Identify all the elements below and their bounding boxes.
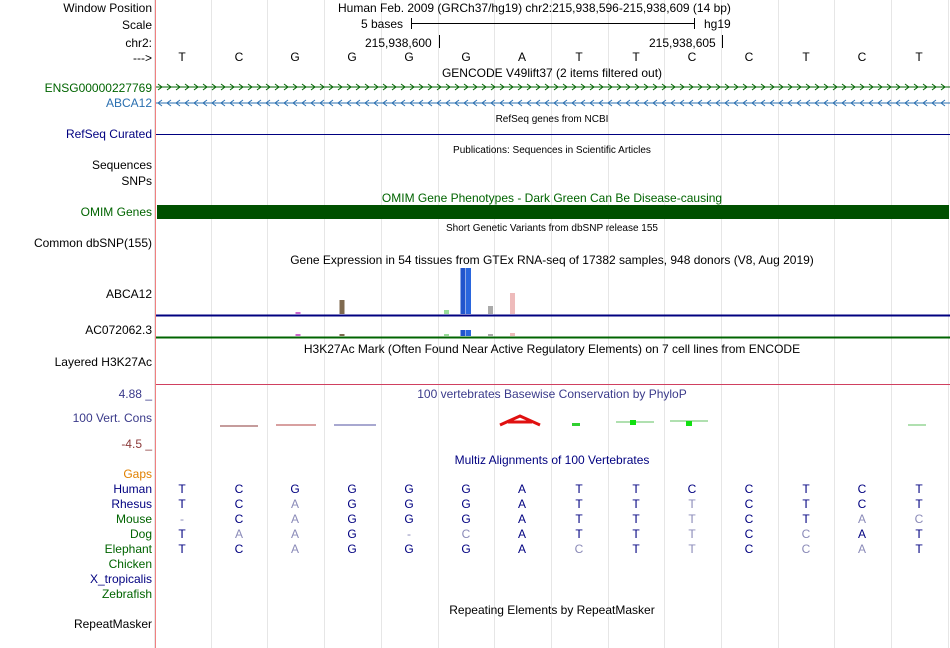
alignment-base: T (915, 542, 923, 556)
strand-label: ---> (133, 51, 152, 65)
alignment-base: A (290, 527, 299, 541)
dbsnp-label[interactable]: Common dbSNP(155) (33, 236, 152, 250)
alignment-base: T (688, 497, 696, 511)
alignment-base: G (347, 482, 357, 496)
alignment-base: A (517, 497, 526, 511)
reference-base: C (744, 50, 754, 64)
alignment-base: A (857, 542, 866, 556)
alignment-base: T (915, 497, 923, 511)
alignment-base: T (915, 482, 923, 496)
phylop-plot[interactable] (156, 400, 950, 430)
alignment-base: A (290, 512, 299, 526)
alignment-base: G (461, 497, 471, 511)
alignment-base: C (744, 527, 754, 541)
alignment-base: C (857, 482, 867, 496)
alignment-base: T (575, 527, 583, 541)
gtex-expression-plot[interactable] (156, 266, 950, 340)
refseq-title[interactable]: RefSeq genes from NCBI (495, 114, 609, 125)
gtex-gene-abca12[interactable]: ABCA12 (105, 287, 152, 301)
alignment-base: T (632, 497, 640, 511)
alignment-base: C (801, 542, 811, 556)
alignment-base: T (632, 512, 640, 526)
gtex-gene-ac072062[interactable]: AC072062.3 (85, 323, 152, 337)
alignment-base: C (234, 512, 244, 526)
position-right-tick (722, 35, 723, 48)
reference-base: A (517, 50, 526, 64)
alignment-base: T (178, 527, 186, 541)
alignment-base: G (404, 497, 414, 511)
alignment-base: G (461, 542, 471, 556)
gtex-bar-secondary (510, 333, 515, 336)
reference-base: T (632, 50, 640, 64)
alignment-base: C (857, 497, 867, 511)
species-label[interactable]: Chicken (108, 557, 152, 571)
reference-base: G (347, 50, 357, 64)
alignment-base: T (915, 527, 923, 541)
species-label[interactable]: Dog (129, 527, 152, 541)
position-left: 215,938,600 (365, 36, 432, 50)
alignment-base: C (801, 527, 811, 541)
alignment-base: G (347, 527, 357, 541)
gencode-item-ensg[interactable]: ENSG00000227769 (44, 81, 152, 95)
alignment-base: T (575, 512, 583, 526)
alignment-base: A (290, 497, 299, 511)
position-left-tick (439, 35, 440, 48)
species-label[interactable]: Mouse (115, 512, 152, 526)
pubs-title[interactable]: Publications: Sequences in Scientific Articles (453, 145, 651, 156)
alignment-base: C (744, 542, 754, 556)
alignment-base: - (407, 527, 411, 541)
reference-base: G (461, 50, 471, 64)
h3k27ac-title[interactable]: H3K27Ac Mark (Often Found Near Active Regulatory Elements) on 7 cell lines from ENCODE (303, 342, 801, 356)
refseq-label[interactable]: RefSeq Curated (65, 127, 152, 141)
reference-base: T (178, 50, 186, 64)
alignment-base: - (180, 512, 184, 526)
gtex-bar (510, 293, 515, 314)
alignment-base: G (404, 512, 414, 526)
alignment-base: T (632, 527, 640, 541)
alignment-base: T (575, 482, 583, 496)
gtex-bar (340, 300, 345, 314)
alignment-base: G (347, 512, 357, 526)
repeatmasker-label[interactable]: RepeatMasker (73, 617, 152, 631)
reference-base: T (575, 50, 583, 64)
refseq-line[interactable] (156, 134, 950, 135)
reference-base: G (290, 50, 300, 64)
h3k27ac-label[interactable]: Layered H3K27Ac (54, 355, 152, 369)
alignment-base: G (404, 482, 414, 496)
alignment-base: T (178, 542, 186, 556)
alignment-base: T (575, 497, 583, 511)
alignment-base: G (461, 482, 471, 496)
phylop-title[interactable]: 100 vertebrates Basewise Conservation by PhyloP (417, 387, 687, 401)
reference-base: C (857, 50, 867, 64)
reference-base: C (687, 50, 697, 64)
alignment-base: T (802, 497, 810, 511)
gencode-title[interactable]: GENCODE V49lift37 (2 items filtered out) (441, 66, 663, 80)
gtex-bar (444, 310, 449, 314)
gaps-label[interactable]: Gaps (123, 467, 152, 481)
pubs-label[interactable]: Sequences (91, 158, 152, 172)
phylop-min: -4.5 _ (121, 437, 152, 451)
alignment-base: A (517, 542, 526, 556)
alignment-base: T (178, 497, 186, 511)
reference-base: G (404, 50, 414, 64)
scale-bar (411, 23, 695, 24)
alignment-base: T (688, 527, 696, 541)
gtex-title[interactable]: Gene Expression in 54 tissues from GTEx RNA-seq of 17382 samples, 948 donors (V8, Aug 2019) (290, 253, 814, 267)
gtex-bar (461, 268, 466, 314)
chr-label: chr2: (125, 36, 152, 50)
species-label[interactable]: X_tropicalis (89, 572, 152, 586)
phylop-label[interactable]: 100 Vert. Cons (72, 411, 152, 425)
species-label[interactable]: Zebrafish (101, 587, 152, 601)
gtex-bar-secondary (340, 334, 345, 336)
alignment-base: A (857, 512, 866, 526)
alignment-base: C (687, 482, 697, 496)
alignment-base: G (290, 482, 300, 496)
omim-bar[interactable] (157, 205, 949, 219)
alignment-base: T (802, 482, 810, 496)
gtex-bar-secondary (488, 334, 493, 336)
alignment-base: C (574, 542, 584, 556)
species-label[interactable]: Rhesus (111, 497, 152, 511)
gtex-bar-secondary (466, 330, 471, 336)
alignment-base: C (744, 482, 754, 496)
alignment-base: C (744, 497, 754, 511)
position-right: 215,938,605 (649, 36, 716, 50)
alignment-base: G (404, 542, 414, 556)
scale-bar-left-tick (411, 18, 412, 29)
species-label[interactable]: Human (113, 482, 152, 496)
alignment-base: C (234, 482, 244, 496)
alignment-base: T (802, 512, 810, 526)
phylop-max: 4.88 _ (118, 387, 152, 401)
alignment-base: A (857, 527, 866, 541)
omim-title[interactable]: OMIM Gene Phenotypes - Dark Green Can Be Disease-causing (381, 191, 723, 205)
scale-bar-right-tick (694, 18, 695, 29)
scale-text: 5 bases (361, 17, 404, 31)
alignment-base: G (347, 542, 357, 556)
reference-base: T (802, 50, 810, 64)
alignment-base: T (688, 542, 696, 556)
omim-label[interactable]: OMIM Genes (80, 205, 152, 219)
reference-base: C (234, 50, 244, 64)
repeatmasker-title[interactable]: Repeating Elements by RepeatMasker (449, 603, 655, 617)
gtex-bar (296, 312, 301, 314)
alignment-base: A (517, 512, 526, 526)
gtex-bar (488, 306, 493, 314)
scale-label: Scale (121, 18, 152, 32)
alignment-base: A (234, 527, 243, 541)
alignment-base: T (688, 512, 696, 526)
alignment-base: C (234, 497, 244, 511)
window-position-text: Human Feb. 2009 (GRCh37/hg19) chr2:215,938,596-215,938,609 (14 bp) (338, 1, 731, 15)
gencode-gene-tracks[interactable] (156, 82, 950, 108)
window-position-label: Window Position (63, 1, 152, 15)
alignment-base: G (347, 497, 357, 511)
reference-base: T (915, 50, 923, 64)
snps-label[interactable]: SNPs (121, 174, 152, 188)
dbsnp-title[interactable]: Short Genetic Variants from dbSNP release 155 (446, 223, 658, 234)
alignment-base: A (517, 527, 526, 541)
alignment-base: C (914, 512, 924, 526)
gtex-bar-secondary (444, 334, 449, 336)
alignment-base: T (632, 482, 640, 496)
assembly-label: hg19 (704, 17, 731, 31)
alignment-base: T (178, 482, 186, 496)
h3k27ac-baseline (156, 384, 950, 385)
alignment-base: G (461, 512, 471, 526)
alignment-base: C (461, 527, 471, 541)
gencode-item-abca12[interactable]: ABCA12 (105, 96, 152, 110)
gtex-bar-secondary (461, 330, 466, 336)
species-label[interactable]: Elephant (104, 542, 152, 556)
alignment-base: A (290, 542, 299, 556)
alignment-base: T (632, 542, 640, 556)
alignment-base: C (234, 542, 244, 556)
alignment-base: C (744, 512, 754, 526)
gtex-bar-secondary (296, 334, 301, 336)
alignment-base: A (517, 482, 526, 496)
gtex-bar (466, 268, 471, 314)
multiz-title[interactable]: Multiz Alignments of 100 Vertebrates (454, 453, 650, 467)
